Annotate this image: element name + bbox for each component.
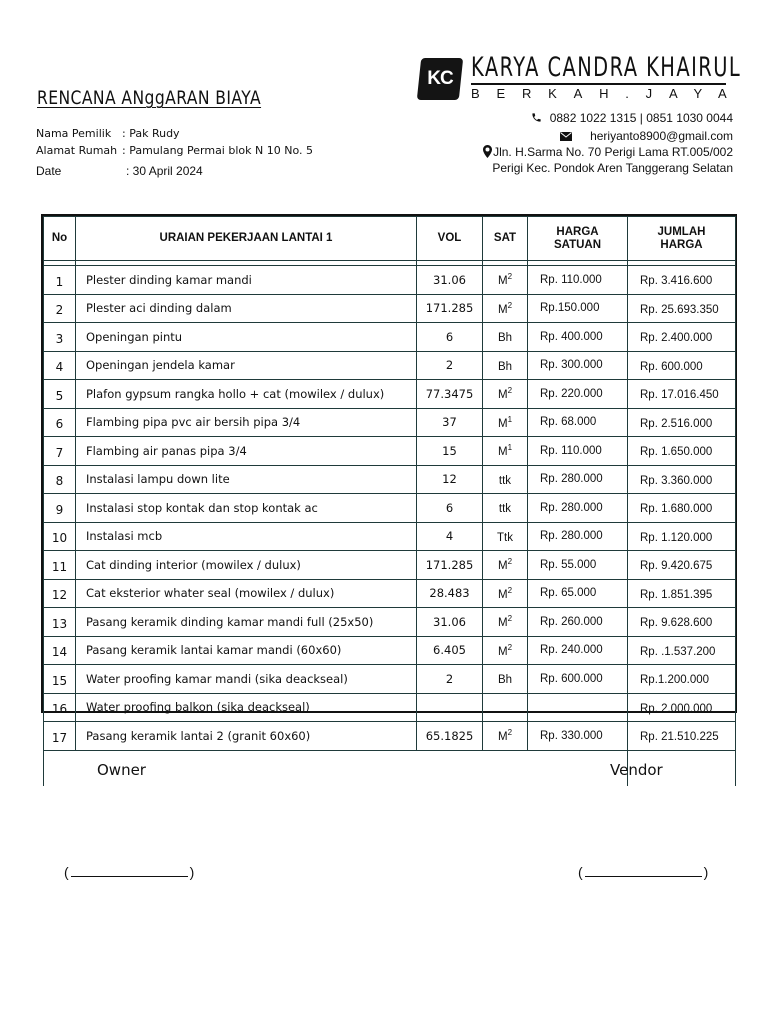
unit-text: ttk (498, 474, 512, 487)
cell-total: Rp. 1.650.000 (628, 437, 736, 466)
table-row (44, 693, 736, 722)
cell-no: 10 (44, 522, 76, 551)
cell-unit-price: Rp. 280.000 (528, 494, 628, 523)
cell-unit (483, 351, 528, 380)
header-unit-price-line2: SATUAN (553, 238, 602, 251)
table-row (44, 608, 736, 637)
cell-description: Instalasi mcb (76, 522, 417, 551)
unit-superscript: 1 (507, 414, 513, 424)
cell-volume: 4 (417, 522, 483, 551)
address-value: : Pamulang Permai blok N 10 No. 5 (122, 144, 313, 157)
table-row (44, 266, 736, 295)
cost-table (41, 214, 737, 745)
table-row (44, 636, 736, 665)
date-row (36, 164, 203, 178)
mail-icon (560, 130, 572, 144)
cell-total: Rp. 1.851.395 (628, 579, 736, 608)
header-unit-price-line1: HARGA (556, 225, 599, 238)
cell-no: 4 (44, 351, 76, 380)
unit-superscript: 2 (507, 300, 513, 310)
cell-no: 12 (44, 579, 76, 608)
cell-unit-price: Rp. 280.000 (528, 522, 628, 551)
company-divider (471, 83, 726, 85)
unit-text: M (497, 617, 508, 630)
table-row (44, 494, 736, 523)
cell-volume: 6.405 (417, 636, 483, 665)
cell-unit-price: Rp. 260.000 (528, 608, 628, 637)
cell-volume: 28.483 (417, 579, 483, 608)
cell-volume: 31.06 (417, 266, 483, 295)
cell-no: 8 (44, 465, 76, 494)
owner-value: : Pak Rudy (122, 127, 180, 140)
cell-unit-price: Rp. 110.000 (528, 266, 628, 295)
cell-total: Rp. 3.360.000 (628, 465, 736, 494)
cell-description: Flambing air panas pipa 3/4 (76, 437, 417, 466)
table-row (44, 579, 736, 608)
cell-total: Rp. 21.510.225 (628, 722, 736, 751)
unit-text: M (497, 645, 508, 658)
company-address-row-2 (492, 161, 733, 175)
vendor-signature-line (578, 864, 708, 880)
cell-unit (483, 722, 528, 751)
unit-text: ttk (498, 503, 512, 516)
cell-unit (483, 408, 528, 437)
date-label: Date (36, 164, 62, 178)
unit-text: M (497, 560, 508, 573)
header-volume: VOL (417, 217, 483, 261)
cell-no: 16 (44, 693, 76, 722)
cell-unit (483, 465, 528, 494)
cell-volume: 37 (417, 408, 483, 437)
address-row (36, 144, 313, 157)
unit-superscript: 2 (507, 557, 513, 567)
cell-volume: 77.3475 (417, 380, 483, 409)
cell-no: 15 (44, 665, 76, 694)
cell-description: Pasang keramik lantai kamar mandi (60x60) (76, 636, 417, 665)
cell-description: Openingan pintu (76, 323, 417, 352)
unit-text: M (497, 389, 508, 402)
cell-total: Rp. 600.000 (628, 351, 736, 380)
header-no: No (44, 217, 76, 261)
company-subtitle: BERKAH.JAYA (471, 86, 744, 101)
header-total (628, 217, 736, 261)
map-pin-icon (483, 145, 492, 161)
cell-unit (483, 380, 528, 409)
cell-volume: 12 (417, 465, 483, 494)
cell-no: 6 (44, 408, 76, 437)
cell-no: 11 (44, 551, 76, 580)
company-phone-row (531, 111, 733, 126)
cell-description: Instalasi lampu down lite (76, 465, 417, 494)
cell-no: 17 (44, 722, 76, 751)
unit-superscript: 2 (507, 585, 513, 595)
header-total-line1: JUMLAH (657, 225, 706, 238)
cell-description: Cat eksterior whater seal (mowilex / dulux) (76, 579, 417, 608)
table-row (44, 722, 736, 751)
cell-no: 2 (44, 294, 76, 323)
cell-unit-price: Rp. 400.000 (528, 323, 628, 352)
cell-unit (483, 608, 528, 637)
cell-unit-price: Rp. 110.000 (528, 437, 628, 466)
cell-total: Rp. 9.628.600 (628, 608, 736, 637)
table-row (44, 465, 736, 494)
vendor-paren-close: ) (703, 864, 709, 880)
cell-no: 14 (44, 636, 76, 665)
cell-unit-price: Rp. 330.000 (528, 722, 628, 751)
cell-total: Rp. 3.416.600 (628, 266, 736, 295)
unit-text: Bh (497, 360, 513, 373)
cell-description: Openingan jendela kamar (76, 351, 417, 380)
cell-unit-price: Rp. 55.000 (528, 551, 628, 580)
cell-description: Water proofing kamar mandi (sika deackseal) (76, 665, 417, 694)
cell-total: Rp. 17.016.450 (628, 380, 736, 409)
cell-volume: 2 (417, 665, 483, 694)
cell-total: Rp. 1.680.000 (628, 494, 736, 523)
cell-volume: 6 (417, 494, 483, 523)
unit-superscript: 2 (507, 272, 513, 282)
cell-unit (483, 665, 528, 694)
date-value: : 30 April 2024 (126, 164, 203, 178)
cell-total: Rp. .1.537.200 (628, 636, 736, 665)
cell-volume: 171.285 (417, 294, 483, 323)
unit-text: M (497, 417, 508, 430)
cell-unit (483, 636, 528, 665)
unit-text: Bh (497, 674, 513, 687)
cell-total: Rp. 25.693.350 (628, 294, 736, 323)
owner-signature-label: Owner (97, 761, 146, 779)
unit-text: Ttk (497, 531, 513, 544)
cell-description: Water proofing balkon (sika deackseal) (76, 693, 417, 722)
cell-unit (483, 266, 528, 295)
cell-unit (483, 551, 528, 580)
company-name: KARYA CANDRA KHAIRUL (471, 52, 742, 83)
cell-volume: 15 (417, 437, 483, 466)
phone-icon (531, 112, 542, 126)
cell-unit (483, 522, 528, 551)
unit-text: Bh (497, 332, 513, 345)
cell-total: Rp. 2.516.000 (628, 408, 736, 437)
cell-volume: 6 (417, 323, 483, 352)
cell-unit-price: Rp. 65.000 (528, 579, 628, 608)
unit-superscript: 2 (507, 614, 513, 624)
cost-table-grid (43, 216, 736, 786)
document-title: RENCANA ANggARAN BIAYA (37, 87, 262, 109)
table-row (44, 437, 736, 466)
cell-volume: 171.285 (417, 551, 483, 580)
company-email-row (560, 129, 733, 144)
cell-description: Pasang keramik lantai 2 (granit 60x60) (76, 722, 417, 751)
cell-description: Cat dinding interior (mowilex / dulux) (76, 551, 417, 580)
cell-unit-price (528, 693, 628, 722)
cell-volume (417, 693, 483, 722)
cell-description: Flambing pipa pvc air bersih pipa 3/4 (76, 408, 417, 437)
company-address-line2: Perigi Kec. Pondok Aren Tanggerang Selatan (492, 161, 733, 175)
owner-signature-line (64, 864, 194, 880)
table-row (44, 294, 736, 323)
cell-no: 5 (44, 380, 76, 409)
unit-superscript: 2 (507, 642, 513, 652)
cell-total: Rp. 2.000.000 (628, 693, 736, 722)
cell-description: Plafon gypsum rangka hollo + cat (mowilex / dulux) (76, 380, 417, 409)
cell-volume: 2 (417, 351, 483, 380)
cell-no: 13 (44, 608, 76, 637)
cell-unit-price: Rp. 240.000 (528, 636, 628, 665)
cell-total: Rp. 2.400.000 (628, 323, 736, 352)
vendor-paren-open: ( (578, 864, 583, 880)
cell-unit (483, 579, 528, 608)
cell-description: Instalasi stop kontak dan stop kontak ac (76, 494, 417, 523)
table-body (44, 266, 736, 786)
table-row (44, 665, 736, 694)
table-row (44, 408, 736, 437)
company-address-row (483, 145, 733, 161)
unit-text: M (497, 275, 508, 288)
cell-no: 3 (44, 323, 76, 352)
header-unit-price (528, 217, 628, 261)
unit-superscript: 1 (507, 443, 513, 453)
unit-superscript: 2 (507, 728, 513, 738)
cell-unit (483, 494, 528, 523)
owner-row (36, 127, 180, 140)
header-unit: SAT (483, 217, 528, 261)
cell-no: 7 (44, 437, 76, 466)
cell-no: 1 (44, 266, 76, 295)
table-row (44, 522, 736, 551)
cell-unit-price: Rp. 68.000 (528, 408, 628, 437)
unit-text: M (497, 303, 508, 316)
header-description: URAIAN PEKERJAAN LANTAI 1 (76, 217, 417, 261)
unit-text: M (497, 731, 508, 744)
table-row (44, 551, 736, 580)
table-row (44, 351, 736, 380)
owner-paren-open: ( (64, 864, 69, 880)
cell-volume: 31.06 (417, 608, 483, 637)
cell-total: Rp. 9.420.675 (628, 551, 736, 580)
unit-text: M (497, 588, 508, 601)
company-email: heriyanto8900@gmail.com (590, 129, 733, 143)
table-header-row (44, 217, 736, 261)
cell-total: Rp. 1.120.000 (628, 522, 736, 551)
cell-total: Rp.1.200.000 (628, 665, 736, 694)
company-logo-text: KC (427, 68, 453, 89)
owner-label: Nama Pemilik (36, 127, 112, 140)
company-address-line1: Jln. H.Sarma No. 70 Perigi Lama RT.005/002 (493, 145, 733, 160)
table-row (44, 380, 736, 409)
header-total-line2: HARGA (660, 238, 703, 251)
cell-unit-price: Rp. 280.000 (528, 465, 628, 494)
cell-description: Pasang keramik dinding kamar mandi full (25x50) (76, 608, 417, 637)
cell-no: 9 (44, 494, 76, 523)
unit-superscript: 2 (507, 386, 513, 396)
cell-description: Plester dinding kamar mandi (76, 266, 417, 295)
address-label: Alamat Rumah (36, 144, 118, 157)
cell-volume: 65.1825 (417, 722, 483, 751)
cell-unit-price: Rp. 600.000 (528, 665, 628, 694)
cell-unit (483, 323, 528, 352)
vendor-signature-label: Vendor (610, 761, 663, 779)
cell-description: Plester aci dinding dalam (76, 294, 417, 323)
table-row (44, 323, 736, 352)
cell-unit (483, 693, 528, 722)
cell-unit-price: Rp. 220.000 (528, 380, 628, 409)
cell-unit-price: Rp.150.000 (528, 294, 628, 323)
cell-unit (483, 437, 528, 466)
unit-text: M (497, 446, 508, 459)
company-phone: 0882 1022 1315 | 0851 1030 0044 (549, 111, 733, 125)
cell-unit-price: Rp. 300.000 (528, 351, 628, 380)
cell-unit (483, 294, 528, 323)
owner-paren-close: ) (189, 864, 195, 880)
